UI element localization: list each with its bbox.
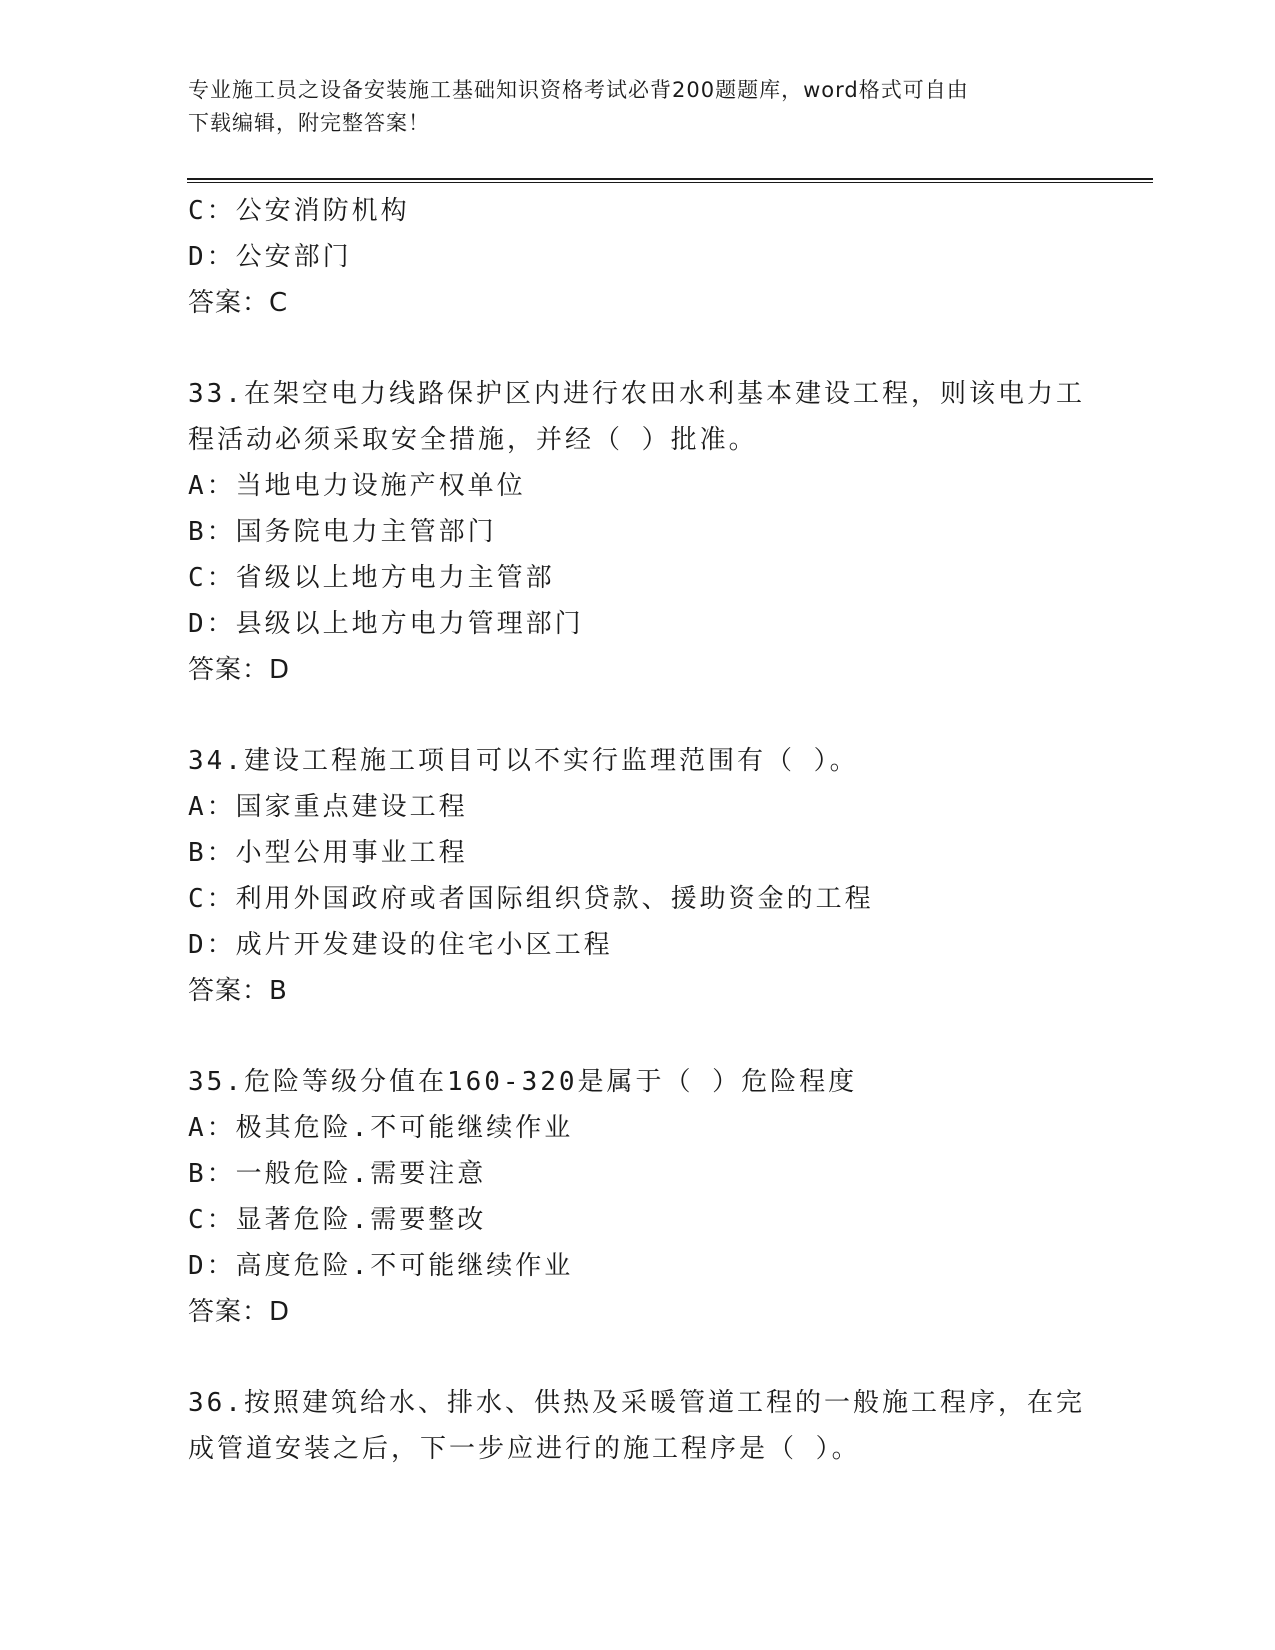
answer: 答案：D	[188, 1297, 291, 1327]
header-line-2: 下载编辑，附完整答案！	[188, 111, 430, 135]
answer: 答案：D	[188, 655, 291, 685]
option-d: D：高度危险.不可能继续作业	[188, 1251, 574, 1281]
header-double-rule	[187, 178, 1153, 183]
question-stem: 36.按照建筑给水、排水、供热及采暖管道工程的一般施工程序，在完	[188, 1388, 1085, 1418]
question-stem: 34.建设工程施工项目可以不实行监理范围有（ ）。	[188, 746, 859, 776]
option-c: C：省级以上地方电力主管部	[188, 563, 555, 593]
option-c: C：显著危险.需要整改	[188, 1205, 487, 1235]
question-stem: 成管道安装之后，下一步应进行的施工程序是（ ）。	[188, 1434, 861, 1464]
page-header	[188, 74, 1088, 140]
option-b: B：国务院电力主管部门	[188, 517, 497, 547]
option-d: D：县级以上地方电力管理部门	[188, 609, 584, 639]
question-36	[188, 1380, 1088, 1472]
option-b: B：小型公用事业工程	[188, 838, 468, 868]
question-stem: 33.在架空电力线路保护区内进行农田水利基本建设工程，则该电力工	[188, 379, 1085, 409]
question-32-tail	[188, 188, 1088, 326]
question-stem: 程活动必须采取安全措施，并经（ ）批准。	[188, 425, 758, 455]
option-a: A：当地电力设施产权单位	[188, 471, 526, 501]
question-gap	[188, 1014, 1088, 1059]
option-d: D：公安部门	[188, 242, 352, 272]
option-a: A：极其危险.不可能继续作业	[188, 1113, 574, 1143]
option-c: C：公安消防机构	[188, 196, 410, 226]
option-c: C：利用外国政府或者国际组织贷款、援助资金的工程	[188, 884, 874, 914]
question-gap	[188, 1335, 1088, 1380]
question-33	[188, 371, 1088, 693]
question-content	[188, 188, 1088, 1472]
header-rule-thin	[187, 182, 1153, 183]
option-a: A：国家重点建设工程	[188, 792, 468, 822]
option-d: D：成片开发建设的住宅小区工程	[188, 930, 613, 960]
answer: 答案：B	[188, 976, 288, 1006]
header-rule-thick	[187, 178, 1153, 180]
question-35	[188, 1059, 1088, 1335]
question-stem: 35.危险等级分值在160-320是属于（ ）危险程度	[188, 1067, 858, 1097]
question-gap	[188, 326, 1088, 371]
answer: 答案：C	[188, 288, 289, 318]
question-34	[188, 738, 1088, 1014]
question-gap	[188, 693, 1088, 738]
header-line-1: 专业施工员之设备安装施工基础知识资格考试必背200题题库，word格式可自由	[188, 78, 969, 102]
option-b: B：一般危险.需要注意	[188, 1159, 487, 1189]
